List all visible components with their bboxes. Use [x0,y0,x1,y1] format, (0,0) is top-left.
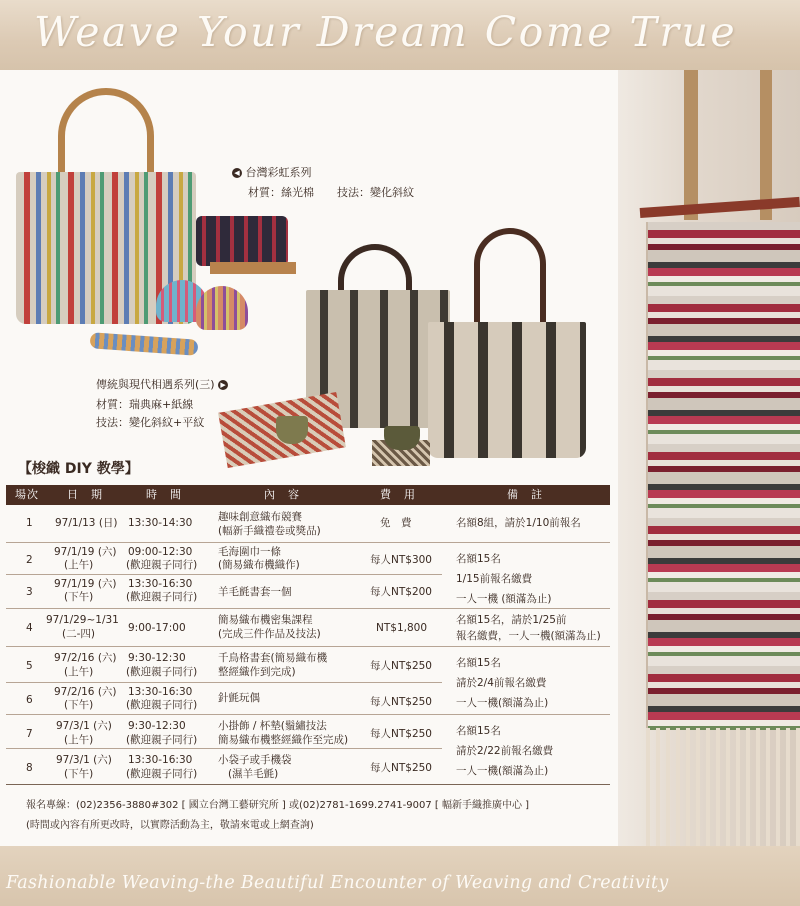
bamboo-handle [58,88,154,184]
footer-tagline: Fashionable Weaving-the Beautiful Encounter of Weaving and Creativity [6,873,669,893]
row-remark: 一人一機(額滿為止) [456,765,549,777]
row-remark: 名額15名 [456,657,501,669]
row-remark: 請於2/22前報名繳費 [456,745,554,757]
row-remark: 報名繳費，一人一機(額滿為止) [456,630,601,642]
row-time-sub: (歡迎親子同行) [126,734,198,746]
series2-name: 傳統與現代相遇系列(三) [96,378,215,391]
row-date: 97/2/16 (六) [54,652,117,664]
row-time-sub: (歡迎親子同行) [126,666,198,678]
row-time: 09:00-12:30 [128,546,193,558]
row-remark: 請於2/4前報名繳費 [456,677,547,689]
row-fee: NT$1,800 [376,622,428,634]
series1-name: 台灣彩虹系列 [245,166,312,179]
row-content: 簡易織布機整經織作至完成) [218,734,349,746]
row-time-sub: (歡迎親子同行) [126,559,198,571]
header-cell: 場次 [15,488,39,501]
row-date-sub: (上午) [64,559,94,571]
series2-technique: 技法：變化斜紋+平紋 [96,416,205,429]
row-date: 97/2/16 (六) [54,686,117,698]
row-no: 8 [26,762,33,774]
row-date: 97/1/19 (六) [54,546,117,558]
row-no: 2 [26,554,33,566]
row-content: (幅新手織禮卷或獎品) [218,525,321,537]
row-divider [6,542,610,543]
header-cell: 費 用 [380,488,416,501]
row-fee: 每人NT$200 [370,586,432,598]
row-fee: 每人NT$250 [370,696,432,708]
header-cell: 日 期 [67,488,103,501]
row-date: 97/3/1 (六) [56,720,112,732]
wooden-stand [210,262,296,274]
row-time-sub: (歡迎親子同行) [126,768,198,780]
row-divider [6,682,442,683]
woven-phone-holder [196,216,288,266]
series1-material: 材質：絲光棉 [248,186,314,199]
striped-tote-large [428,322,586,458]
series1-detail [248,184,414,200]
row-fee: 每人NT$250 [370,728,432,740]
row-date: 97/1/13 (日) [55,517,118,529]
row-date-sub: (下午) [64,699,94,711]
row-divider [6,748,442,749]
row-time: 9:00-17:00 [128,622,186,634]
row-fee: 免 費 [380,517,412,529]
row-divider [6,608,610,609]
row-content: 千鳥格書套(簡易織布機 [218,652,328,664]
series2-caption [96,376,228,392]
header-title: Weave Your Dream Come True [34,8,738,56]
row-date-sub: (二-四) [62,628,95,640]
coin-pouch-orange [196,286,248,330]
row-time: 13:30-16:30 [128,754,193,766]
tapestry-fringe [646,728,800,846]
row-no: 4 [26,622,33,634]
row-time-sub: (歡迎親子同行) [126,699,198,711]
row-fee: 每人NT$250 [370,762,432,774]
tea-cup [384,426,420,450]
row-time: 9:30-12:30 [128,720,186,732]
row-content: (完成三件作品及技法) [218,628,321,640]
row-divider [6,714,610,715]
section-title: 【梭織 DIY 教學】 [18,461,139,477]
contact-info: 報名專線：(02)2356-3880#302 [ 國立台灣工藝研究所 ] 或(02)2781-1699.2741-9007 [ 幅新手織推廣中心 ] [26,800,530,811]
row-date-sub: (下午) [64,591,94,603]
disclaimer: (時間或內容有所更改時，以實際活動為主，敬請來電或上網查詢) [26,820,314,831]
tea-cup [276,416,308,444]
row-no: 6 [26,694,33,706]
row-date-sub: (上午) [64,734,94,746]
row-remark: 名額8組，請於1/10前報名 [456,517,581,529]
row-content: 羊毛氈書套一個 [218,586,292,598]
loom-post [760,70,772,220]
row-remark: 名額15名 [456,725,501,737]
row-no: 5 [26,660,33,672]
row-no: 7 [26,728,33,740]
row-content: 整經織作到完成) [218,666,296,678]
row-content: 趣味創意織布競賽 [218,511,302,523]
row-time: 13:30-16:30 [128,578,193,590]
row-fee: 每人NT$300 [370,554,432,566]
row-content: (濕羊毛氈) [228,768,279,780]
row-remark: 1/15前報名繳費 [456,573,533,585]
header-cell: 內 容 [264,488,300,501]
row-date: 97/3/1 (六) [56,754,112,766]
row-content: 小袋子或手機袋 [218,754,292,766]
row-time: 13:30-16:30 [128,686,193,698]
table-header [6,485,610,505]
row-no: 1 [26,517,33,529]
header-cell: 備 註 [507,488,543,501]
row-time: 13:30-14:30 [128,517,193,529]
row-remark: 一人一機 (額滿為止) [456,593,552,605]
row-fee: 每人NT$250 [370,660,432,672]
row-date-sub: (下午) [64,768,94,780]
row-remark: 名額15名 [456,553,501,565]
series1-technique: 技法：變化斜紋 [337,186,414,199]
woven-tapestry [646,222,800,730]
row-time-sub: (歡迎親子同行) [126,591,198,603]
row-divider [6,574,442,575]
arrow-left-icon: ◀ [232,168,242,178]
loom-post [684,70,698,220]
row-no: 3 [26,586,33,598]
row-content: 簡易織布機密集課程 [218,614,313,626]
row-date: 97/1/29~1/31 [46,614,119,626]
row-date-sub: (上午) [64,666,94,678]
series2-material: 材質：瑞典麻+紙線 [96,398,194,411]
header-cell: 時 間 [146,488,182,501]
arrow-right-icon: ▶ [218,380,228,390]
series1-caption [232,164,312,180]
table-bottom-rule [6,784,610,785]
pencil-case [90,332,199,355]
row-time: 9:30-12:30 [128,652,186,664]
row-date: 97/1/19 (六) [54,578,117,590]
row-remark: 一人一機(額滿為止) [456,697,549,709]
row-divider [6,646,610,647]
row-content: (簡易織布機織作) [218,559,300,571]
row-content: 毛海圍巾一條 [218,546,281,558]
row-content: 針氈玩偶 [218,692,260,704]
row-content: 小掛飾 / 杯墊(鬚繡技法 [218,720,327,732]
row-remark: 名額15名，請於1/25前 [456,614,567,626]
